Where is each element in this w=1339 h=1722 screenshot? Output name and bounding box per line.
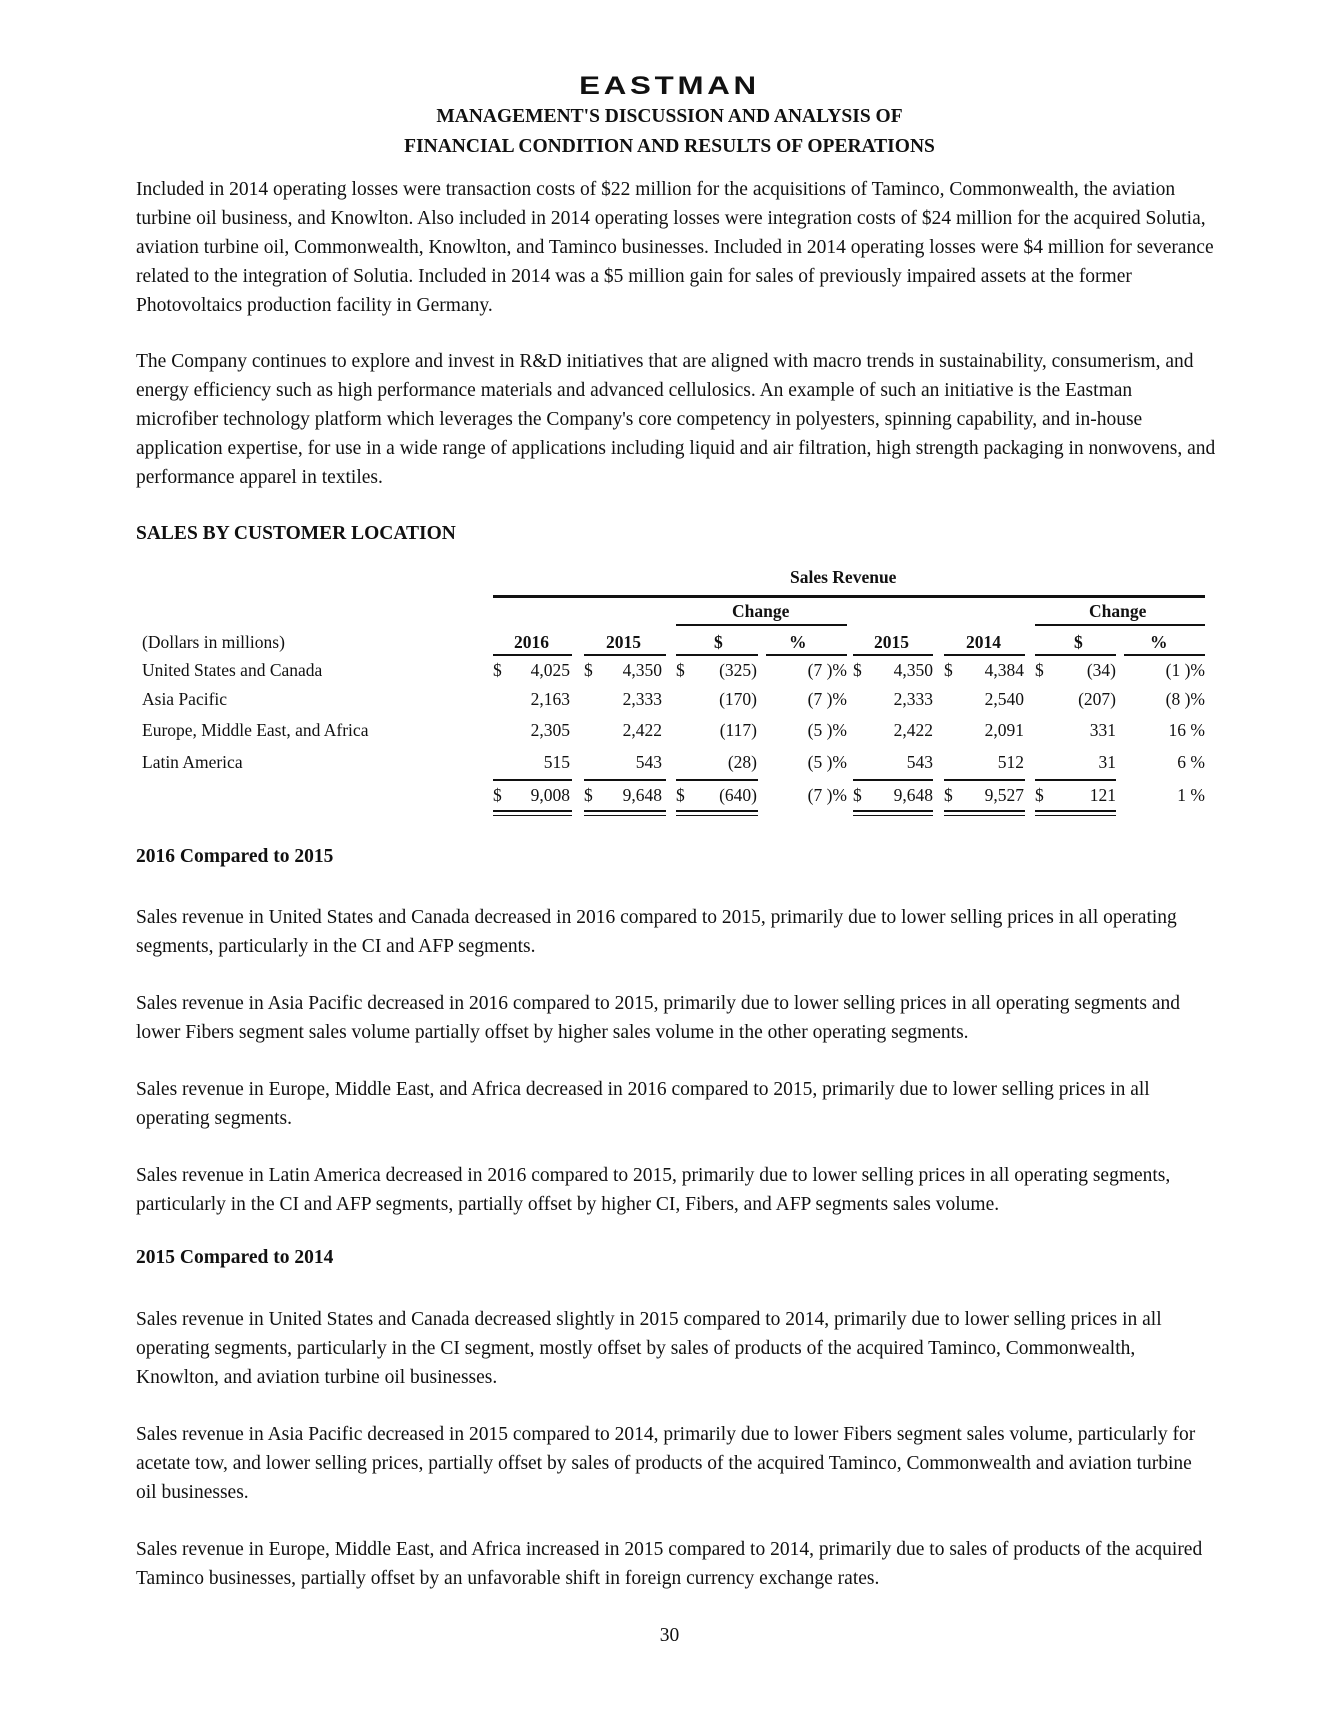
cell-ap-2016: 2,163 xyxy=(530,689,570,709)
cell-la-pct1: (5 )% xyxy=(807,752,847,772)
cell-total-2015: 9,648 xyxy=(622,785,662,805)
cell-la-chg2: 31 xyxy=(1098,752,1116,772)
dollar-sign: $ xyxy=(676,785,685,805)
heading-2016-vs-2015: 2016 Compared to 2015 xyxy=(136,846,334,867)
unit-label: (Dollars in millions) xyxy=(142,632,285,652)
col-header-2015b: 2015 xyxy=(874,632,909,652)
cell-us-2015b: 4,350 xyxy=(893,660,933,680)
change-header-2: Change xyxy=(1089,601,1147,621)
total-double-rule xyxy=(1035,815,1116,816)
subtotal-rule xyxy=(493,779,572,781)
col-header-change-dollar-2: $ xyxy=(1074,632,1083,652)
dollar-sign: $ xyxy=(493,785,502,805)
cell-us-pct2: (1 )% xyxy=(1165,660,1205,680)
header-rule-change-dollar xyxy=(676,654,758,656)
report-title-line2: FINANCIAL CONDITION AND RESULTS OF OPERATIONS xyxy=(404,136,935,157)
row-label-latin-america: Latin America xyxy=(142,752,243,772)
cell-us-chg1: (325) xyxy=(719,660,757,680)
cell-total-chg2: 121 xyxy=(1089,785,1116,805)
paragraph-2015-emea: Sales revenue in Europe, Middle East, and Africa increased in 2015 compared to 2014, primarily due to sales of products of the acquired Taminco businesses, partially offset by an unfavorable shift in foreign currency exchange rates. xyxy=(136,1539,1203,1589)
row-label-us-canada: United States and Canada xyxy=(142,660,323,680)
cell-ap-2015b: 2,333 xyxy=(893,689,933,709)
cell-emea-pct1: (5 )% xyxy=(807,720,847,740)
dollar-sign: $ xyxy=(493,660,502,680)
cell-total-pct2: 1 % xyxy=(1177,785,1205,805)
col-header-change-dollar: $ xyxy=(714,632,723,652)
table-top-rule xyxy=(493,595,1205,598)
dollar-sign: $ xyxy=(1035,785,1044,805)
change-header-1: Change xyxy=(732,601,790,621)
total-double-rule xyxy=(853,810,933,812)
dollar-sign: $ xyxy=(1035,660,1044,680)
paragraph-2016-emea: Sales revenue in Europe, Middle East, and Africa decreased in 2016 compared to 2015, primarily due to lower selling prices in all operating segments. xyxy=(136,1079,1150,1129)
intro-paragraph-2: The Company continues to explore and invest in R&D initiatives that are aligned with macro trends in sustainability, consumerism, and energy efficiency such as high performance materials and advanced cellulosics. An example of such an initiative is the Eastman microfiber technology platform which leverages the Company's core competency in polyesters, spinning capability, and in-house application expertise, for use in a wide range of applications including liquid and air filtration, high strength packaging in nonwovens, and performance apparel in textiles. xyxy=(136,351,1216,488)
page-number: 30 xyxy=(659,1625,680,1646)
header-rule-change-pct xyxy=(766,654,847,656)
total-double-rule xyxy=(493,810,572,812)
dollar-sign: $ xyxy=(944,660,953,680)
subtotal-rule xyxy=(676,779,758,781)
col-header-2014: 2014 xyxy=(966,632,1001,652)
total-double-rule xyxy=(944,815,1025,816)
paragraph-2015-asia-pacific: Sales revenue in Asia Pacific decreased in 2015 compared to 2014, primarily due to lower Fibers segment sales volume, particularly for acetate tow, and lower selling prices, partially offset by sales of products of the acquired Taminco, Commonwealth and aviation turbine oil businesses. xyxy=(136,1424,1196,1503)
eastman-logo: EASTMAN xyxy=(579,72,760,100)
cell-ap-chg1: (170) xyxy=(719,689,757,709)
cell-total-2014: 9,527 xyxy=(984,785,1024,805)
cell-la-pct2: 6 % xyxy=(1177,752,1205,772)
cell-ap-2014: 2,540 xyxy=(984,689,1024,709)
total-double-rule xyxy=(676,815,758,816)
total-double-rule xyxy=(1035,810,1116,812)
total-double-rule xyxy=(676,810,758,812)
dollar-sign: $ xyxy=(584,785,593,805)
header-rule-2014 xyxy=(944,654,1025,656)
change-rule-1 xyxy=(676,624,847,626)
header-rule-2016 xyxy=(493,654,572,656)
cell-us-2016: 4,025 xyxy=(530,660,570,680)
header-rule-2015 xyxy=(584,654,666,656)
subtotal-rule xyxy=(944,779,1025,781)
cell-la-2014: 512 xyxy=(997,752,1024,772)
col-header-change-pct-2: % xyxy=(1150,632,1168,652)
subtotal-rule xyxy=(853,779,933,781)
cell-emea-2016: 2,305 xyxy=(530,720,570,740)
cell-emea-2014: 2,091 xyxy=(984,720,1024,740)
paragraph-2016-asia-pacific: Sales revenue in Asia Pacific decreased in 2016 compared to 2015, primarily due to lower selling prices in all operating segments and lower Fibers segment sales volume partially offset by higher sales volume in the other operating segments. xyxy=(136,993,1181,1043)
cell-total-pct1: (7 )% xyxy=(807,785,847,805)
cell-us-2015: 4,350 xyxy=(622,660,662,680)
total-double-rule xyxy=(584,810,666,812)
cell-emea-chg2: 331 xyxy=(1089,720,1116,740)
cell-emea-pct2: 16 % xyxy=(1168,720,1205,740)
cell-ap-pct2: (8 )% xyxy=(1165,689,1205,709)
cell-ap-pct1: (7 )% xyxy=(807,689,847,709)
total-double-rule xyxy=(493,815,572,816)
total-double-rule xyxy=(584,815,666,816)
cell-us-pct1: (7 )% xyxy=(807,660,847,680)
intro-paragraph-1: Included in 2014 operating losses were transaction costs of $22 million for the acquisitions of Taminco, Commonwealth, the aviation turbine oil business, and Knowlton. Also included in 2014 operating losses were integration costs of $24 million for the acquired Solutia, aviation turbine oil, Commonwealth, Knowlton, and Taminco businesses. Included in 2014 operating losses were $4 million for severance related to the integration of Solutia. Included in 2014 was a $5 million gain for sales of previously impaired assets at the former Photovoltaics production facility in Germany. xyxy=(136,179,1214,316)
col-header-2015: 2015 xyxy=(606,632,641,652)
sales-section-heading: SALES BY CUSTOMER LOCATION xyxy=(136,523,456,544)
paragraph-2015-us-canada: Sales revenue in United States and Canada decreased slightly in 2015 compared to 2014, primarily due to lower selling prices in all operating segments, particularly in the CI segment, mostly offset by sales of products of the acquired Taminco, Commonwealth, Knowlton, and aviation turbine oil businesses. xyxy=(136,1309,1162,1388)
cell-emea-2015b: 2,422 xyxy=(893,720,933,740)
dollar-sign: $ xyxy=(676,660,685,680)
cell-ap-chg2: (207) xyxy=(1078,689,1116,709)
cell-total-chg1: (640) xyxy=(719,785,757,805)
change-rule-2 xyxy=(1035,624,1205,626)
table-title: Sales Revenue xyxy=(790,567,897,587)
row-label-emea: Europe, Middle East, and Africa xyxy=(142,720,369,740)
cell-la-2016: 515 xyxy=(543,752,570,772)
cell-emea-2015: 2,422 xyxy=(622,720,662,740)
col-header-2016: 2016 xyxy=(514,632,549,652)
cell-emea-chg1: (117) xyxy=(719,720,757,740)
header-rule-change-dollar-2 xyxy=(1035,654,1116,656)
dollar-sign: $ xyxy=(584,660,593,680)
dollar-sign: $ xyxy=(853,785,862,805)
header-rule-2015b xyxy=(853,654,933,656)
dollar-sign: $ xyxy=(853,660,862,680)
heading-2015-vs-2014: 2015 Compared to 2014 xyxy=(136,1247,334,1268)
cell-total-2016: 9,008 xyxy=(530,785,570,805)
cell-us-2014: 4,384 xyxy=(984,660,1024,680)
total-double-rule xyxy=(853,815,933,816)
row-label-asia-pacific: Asia Pacific xyxy=(142,689,228,709)
cell-total-2015b: 9,648 xyxy=(893,785,933,805)
paragraph-2016-latin-america: Sales revenue in Latin America decreased in 2016 compared to 2015, primarily due to lower selling prices in all operating segments, particularly in the CI and AFP segments, partially offset by higher CI, Fibers, and AFP segments sales volume. xyxy=(136,1165,1171,1215)
paragraph-2016-us-canada: Sales revenue in United States and Canada decreased in 2016 compared to 2015, primarily due to lower selling prices in all operating segments, particularly in the CI and AFP segments. xyxy=(136,907,1177,957)
cell-la-chg1: (28) xyxy=(727,752,757,772)
total-double-rule xyxy=(944,810,1025,812)
subtotal-rule xyxy=(584,779,666,781)
col-header-change-pct: % xyxy=(789,632,807,652)
report-title-line1: MANAGEMENT'S DISCUSSION AND ANALYSIS OF xyxy=(436,106,903,127)
cell-la-2015b: 543 xyxy=(906,752,933,772)
dollar-sign: $ xyxy=(944,785,953,805)
subtotal-rule xyxy=(1035,779,1116,781)
header-rule-change-pct-2 xyxy=(1124,654,1205,656)
cell-la-2015: 543 xyxy=(635,752,662,772)
cell-ap-2015: 2,333 xyxy=(622,689,662,709)
cell-us-chg2: (34) xyxy=(1086,660,1116,680)
